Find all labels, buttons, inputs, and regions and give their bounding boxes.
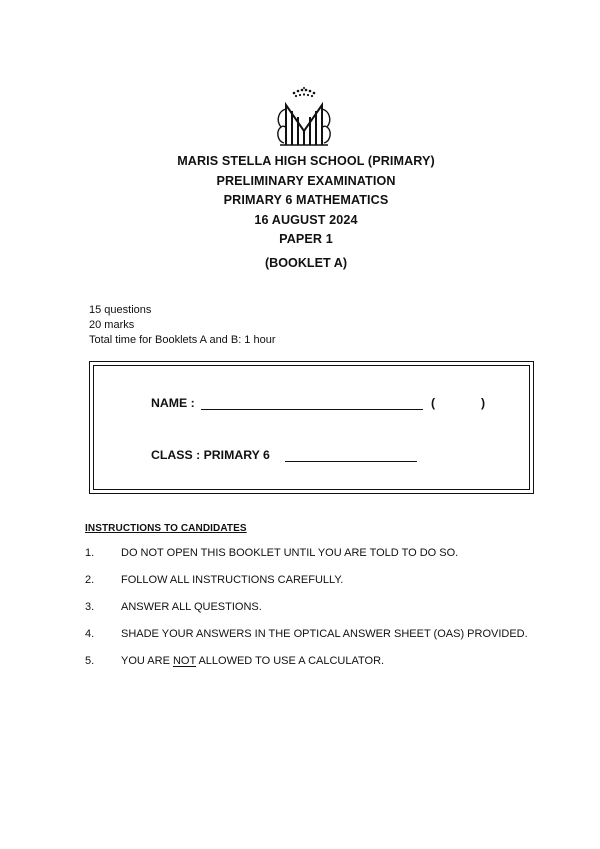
name-label: NAME : — [151, 396, 195, 410]
booklet-label: (BOOKLET A) — [264, 256, 348, 270]
instruction-number: 1. — [85, 547, 95, 559]
instruction-text: SHADE YOUR ANSWERS IN THE OPTICAL ANSWER SHEET (OAS) PROVIDED. — [121, 628, 528, 640]
school-crest-icon — [272, 87, 336, 149]
instruction-text-post: ALLOWED TO USE A CALCULATOR. — [196, 655, 385, 667]
question-count: 15 questions — [89, 304, 152, 316]
register-number-close-paren: ) — [481, 396, 486, 410]
exam-meta — [89, 303, 276, 347]
instruction-text — [121, 655, 384, 667]
subject-name: PRIMARY 6 MATHEMATICS — [223, 193, 389, 208]
instruction-emphasis: NOT — [172, 655, 196, 667]
paper-number: PAPER 1 — [279, 232, 333, 247]
register-number-input[interactable] — [442, 394, 480, 410]
total-time: Total time for Booklets A and B: 1 hour — [89, 333, 276, 346]
instruction-number: 3. — [85, 601, 95, 613]
instruction-text: ANSWER ALL QUESTIONS. — [121, 601, 262, 613]
exam-date: 16 AUGUST 2024 — [254, 212, 358, 227]
register-number-open-paren: ( — [431, 396, 436, 410]
candidate-details-box — [89, 361, 534, 494]
instruction-text-pre: YOU ARE — [121, 655, 173, 667]
instruction-number: 5. — [85, 655, 95, 667]
instructions-heading: INSTRUCTIONS TO CANDIDATES — [85, 523, 247, 534]
exam-name: PRELIMINARY EXAMINATION — [216, 173, 396, 188]
candidate-details-inner-border — [93, 365, 530, 490]
exam-title-block — [0, 152, 600, 250]
class-input-line[interactable] — [285, 448, 417, 462]
total-marks: 20 marks — [89, 318, 135, 331]
name-input-line[interactable] — [201, 396, 423, 410]
instruction-text: DO NOT OPEN THIS BOOKLET UNTIL YOU ARE TOLD TO DO SO. — [121, 547, 459, 559]
school-name: MARIS STELLA HIGH SCHOOL (PRIMARY) — [177, 154, 435, 168]
class-label: CLASS : PRIMARY 6 — [151, 448, 270, 462]
instruction-number: 2. — [85, 574, 95, 586]
instruction-text: FOLLOW ALL INSTRUCTIONS CAREFULLY. — [121, 574, 344, 586]
instruction-number: 4. — [85, 628, 95, 640]
